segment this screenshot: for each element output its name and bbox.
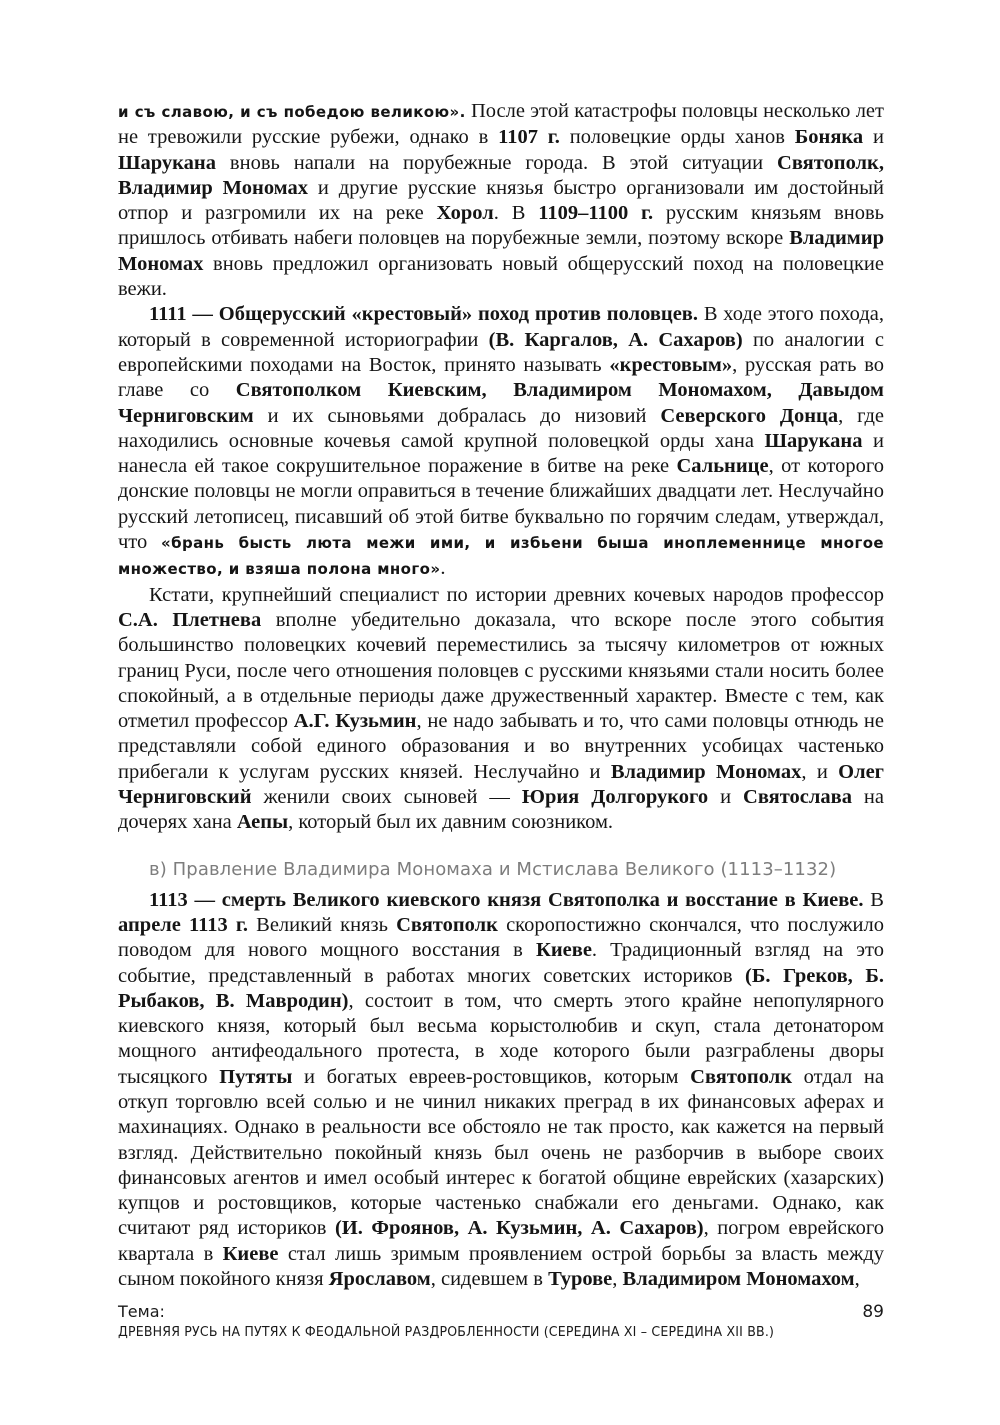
text-run: вновь предложил организовать новый общерусский поход на половецкие вежи.	[118, 252, 884, 301]
bold-term: Шарукана	[764, 429, 863, 452]
entry-heading: 1111 — Общерусский «крестовый» поход против половцев.	[149, 303, 698, 326]
bold-term: (Б. Греков, Б. Рыбаков, В. Мавродин)	[118, 964, 884, 1012]
paragraph-1113-uprising	[118, 888, 884, 1293]
bold-term: апреле 1113 г.	[118, 913, 249, 936]
bold-term: Святополк, Владимир Мономах	[118, 151, 884, 199]
page-footer	[118, 1302, 884, 1342]
text-run: и нанесла ей такое сокрушительное поражение в битве на реке	[118, 429, 884, 478]
text-run: , от которого донские половцы не могли оправиться в течение ближайших двадцати лет. Неслучайно русский летописец, писавший об этой битве буквально по горячим следам, утверждал, что	[118, 455, 884, 554]
text-run: После этой катастрофы половцы несколько лет не тревожили русские рубежи, однако в	[118, 100, 884, 149]
bold-term: Юрия Долгорукого	[521, 786, 709, 809]
text-run: стал лишь зримым проявлением острой борьбы за власть между сыном покойного князя	[118, 1242, 884, 1291]
section-heading: в) Правление Владимира Мономаха и Мстислава Великого (1113–1132)	[149, 858, 837, 880]
text-run: ,	[612, 1268, 623, 1291]
bold-term: (И. Фроянов, А. Кузьмин, А. Сахаров)	[334, 1217, 704, 1240]
bold-term: Аепы	[236, 811, 289, 834]
bold-term: (В. Каргалов, А. Сахаров)	[488, 328, 743, 351]
text-run: , состоит в том, что смерть этого крайне непопулярного киевского князя, который был весьма корыстолюбив и скуп, стала детонатором мощного антифеодального протеста, в ходе которого были разграблены дворы тысяцкого	[118, 989, 884, 1088]
text-run: , не надо забывать и то, что сами половцы отнюдь не представляли собой единого образования и во внутренних усобицах частенько прибегали к услугам русских князей. Неслучайно и	[118, 710, 884, 783]
text-run: скоропостижно скончался, что послужило поводом для нового мощного восстания в	[118, 913, 884, 962]
text-run: вновь напали на порубежные города. В этой ситуации	[215, 151, 778, 174]
bold-term: Владимир Мономах	[118, 227, 884, 275]
bold-term: Святополк	[690, 1065, 793, 1088]
bold-term: Путяты	[219, 1065, 293, 1088]
church-slavonic-quote: «брань бысть люта межи ими, и избьени быша иноплеменнице многое множество, и взяша полона много»	[118, 534, 884, 579]
bold-term: 1107 г.	[498, 126, 560, 149]
bold-term: А.Г. Кузьмин	[293, 710, 417, 733]
text-run: В ходе этого похода, который в современной историографии	[118, 303, 884, 351]
bold-term: Святополк	[396, 913, 498, 936]
text-run: на дочерях хана	[118, 786, 884, 834]
text-run: . Традиционный взгляд на это событие, представленный в работах многих советских историков	[118, 939, 884, 987]
bold-term: «крестовым»	[609, 353, 733, 376]
text-run: ,	[854, 1268, 860, 1291]
text-run: половецкие орды ханов	[559, 126, 795, 149]
text-run: , русская рать во главе со	[118, 353, 884, 402]
footer-tema-label: Тема:	[118, 1302, 165, 1321]
bold-term: Святополком Киевским, Владимиром Мономахом, Давыдом Черниговским	[118, 379, 885, 427]
bold-term: Хорол	[436, 202, 494, 225]
bold-term: Киеве	[535, 939, 592, 962]
bold-term: Шарукана	[118, 151, 216, 174]
text-run: Великий князь	[248, 913, 397, 936]
text-run: отдал на откуп торговлю всей солью и не чинил никаких преград в их финансовых аферах и махинациях. Однако в реальности все обстояло не так просто, как кажется на первый взгляд. Действительно покойный князь был очень не разборчив в выборе своих финансовых агентов и имел особый интерес к богатой общине еврейских (хазарских) купцов и ростовщиков, которые частенько снабжали его деньгами. Однако, как считают ряд историков	[118, 1065, 884, 1240]
text-run: .	[440, 557, 446, 580]
church-slavonic-quote: и съ славою, и съ победою великою».	[118, 103, 466, 121]
footer-topic: ДРЕВНЯЯ РУСЬ НА ПУТЯХ К ФЕОДАЛЬНОЙ РАЗДРОБЛЕННОСТИ (СЕРЕДИНА XI – СЕРЕДИНА XII ВВ.)	[118, 1324, 775, 1340]
text-run: по аналогии с европейскими походами на Восток, принято называть	[118, 328, 884, 376]
paragraph-pletneva	[118, 583, 884, 836]
text-run: , где находились основные кочевья самой крупной половецкой орды хана	[118, 404, 885, 452]
text-run: женили своих сыновей —	[251, 786, 522, 809]
bold-term: Боняка	[794, 126, 864, 149]
text-run: . В	[493, 202, 539, 225]
bold-term: 1109–1100 г.	[538, 202, 654, 225]
bold-term: Турове	[548, 1268, 613, 1291]
paragraph-continuation	[118, 99, 884, 302]
bold-term: Святослава	[743, 786, 852, 809]
entry-heading: 1113 — смерть Великого киевского князя Святополка и восстание в Киеве.	[149, 888, 864, 911]
page-body	[118, 99, 884, 1292]
bold-term: Владимиром Мономахом	[622, 1268, 855, 1291]
bold-term: С.А. Плетнева	[118, 608, 262, 631]
text-run: , и	[801, 760, 839, 783]
text-run: русским князьям вновь пришлось отбивать набеги половцев на порубежные земли, поэтому вскоре	[118, 202, 884, 250]
bold-term: Ярославом	[328, 1268, 431, 1291]
text-run: , погром еврейского квартала в	[118, 1217, 884, 1265]
bold-term: Северского Донца	[660, 404, 839, 427]
text-run: и	[708, 786, 744, 809]
bold-term: Олег Черниговский	[118, 760, 884, 809]
text-run: и	[863, 126, 884, 149]
text-run: Кстати, крупнейший специалист по истории древних кочевых народов профессор	[149, 583, 884, 606]
bold-term: Сальнице	[676, 455, 769, 478]
paragraph-1111-crusade	[118, 302, 884, 582]
bold-term: Киеве	[222, 1242, 279, 1265]
bold-term: Владимир Мономах	[610, 760, 802, 783]
text-run: и их сыновьями добралась до низовий	[253, 404, 661, 427]
page-number: 89	[862, 1302, 884, 1322]
text-run: и богатых евреев-ростовщиков, которым	[292, 1065, 691, 1088]
text-run: В	[863, 888, 884, 911]
text-run: вполне убедительно доказала, что вскоре после этого события большинство половецких кочевий переместились за тысячу километров от южных границ Руси, после чего отношения половцев с русскими князьями стали носить более спокойный, а в отдельные периоды даже дружественный характер. Вместе с тем, как отметил профессор	[118, 608, 884, 733]
text-run: и другие русские князья быстро организовали им достойный отпор и разгромили их на реке	[118, 176, 884, 225]
text-run: , сидевшем в	[430, 1268, 549, 1291]
text-run: , который был их давним союзником.	[288, 811, 614, 834]
